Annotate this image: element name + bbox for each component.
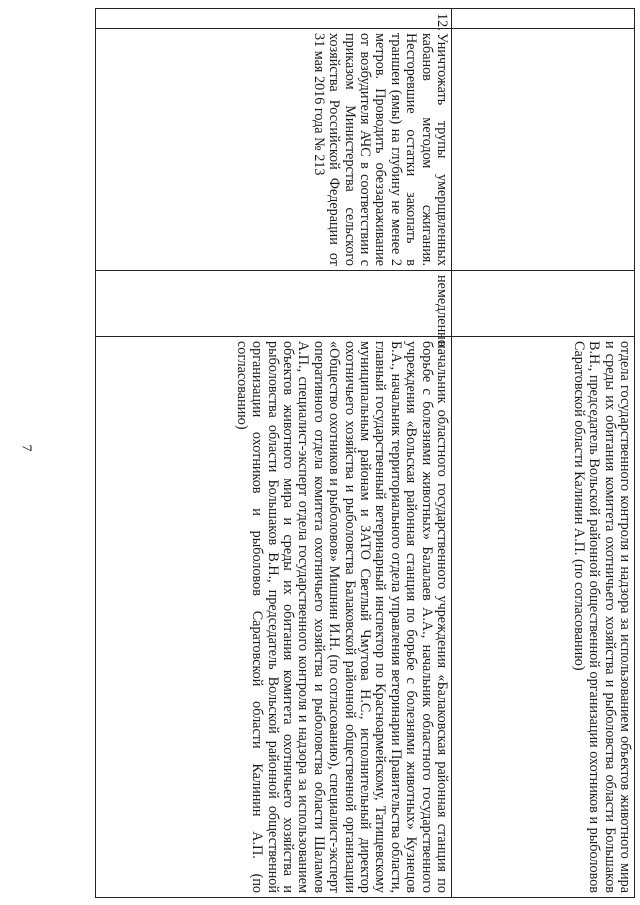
cell-number: 12. — [96, 9, 452, 29]
cell-measure: Уничтожать трупы умерщвленных кабанов методом сжигания. Несгоревшие остатки закопать в траншеи (ямы) на глубину не менее 2 метров. Проводить обеззараживание от возбудителя АЧС в соответствии с приказом Министерства сельского хозяйства Российской Федерации от 31 мая 2016 года № 213 — [96, 29, 452, 271]
table-row-continuation — [452, 9, 635, 898]
cell-responsible: начальник областного государственного учреждения «Балаковская районная станция по борьбе с болезнями животных» Балалаев А.А., начальник областного государственного учреждения «Вольская районная станция по борьбе с болезнями животных» Кузнецов Б.А., начальник территориального отдела управления ветеринарии Правительства области, главный государственный ветеринарный инспектор по Красноармейскому, Татищевскому муниципальным районам и ЗАТО Светлый Чмутова Н.С., исполнительный директор охотничьего хозяйства и рыболовства Балаковской районной общественной организации «Общество охотников и рыболовов» Мишнин И.Н. (по согласованию), специалист-эксперт оперативного отдела комитета охотничьего хозяйства и рыболовства области Шаламов А.П., специалист-эксперт отдела государственного контроля и надзора за использованием объектов животного мира и среды их обитания комитета охотничьего хозяйства и рыболовства области Большаков В.Н., председатель Вольской районной общественной организации охотников и рыболовов Саратовской области Калинин А.П. (по согласованию) — [96, 337, 452, 898]
table-row-12 — [96, 9, 452, 898]
cell-term-empty — [452, 271, 635, 337]
cell-measure-empty — [452, 29, 635, 271]
rotated-table-container — [95, 8, 635, 898]
cell-responsible-continuation: отдела государственного контроля и надзора за использованием объектов животного мира и среды их обитания комитета охотничьего хозяйства и рыболовства области Большаков В.Н., председатель Вольской районной общественной организации охотников и рыболовов Саратовской области Калинин А.П. (по согласованию) — [452, 337, 635, 898]
measures-table — [95, 8, 635, 898]
cell-term: немедленно — [96, 271, 452, 337]
cell-number-empty — [452, 9, 635, 29]
page-number: 7 — [18, 444, 34, 452]
